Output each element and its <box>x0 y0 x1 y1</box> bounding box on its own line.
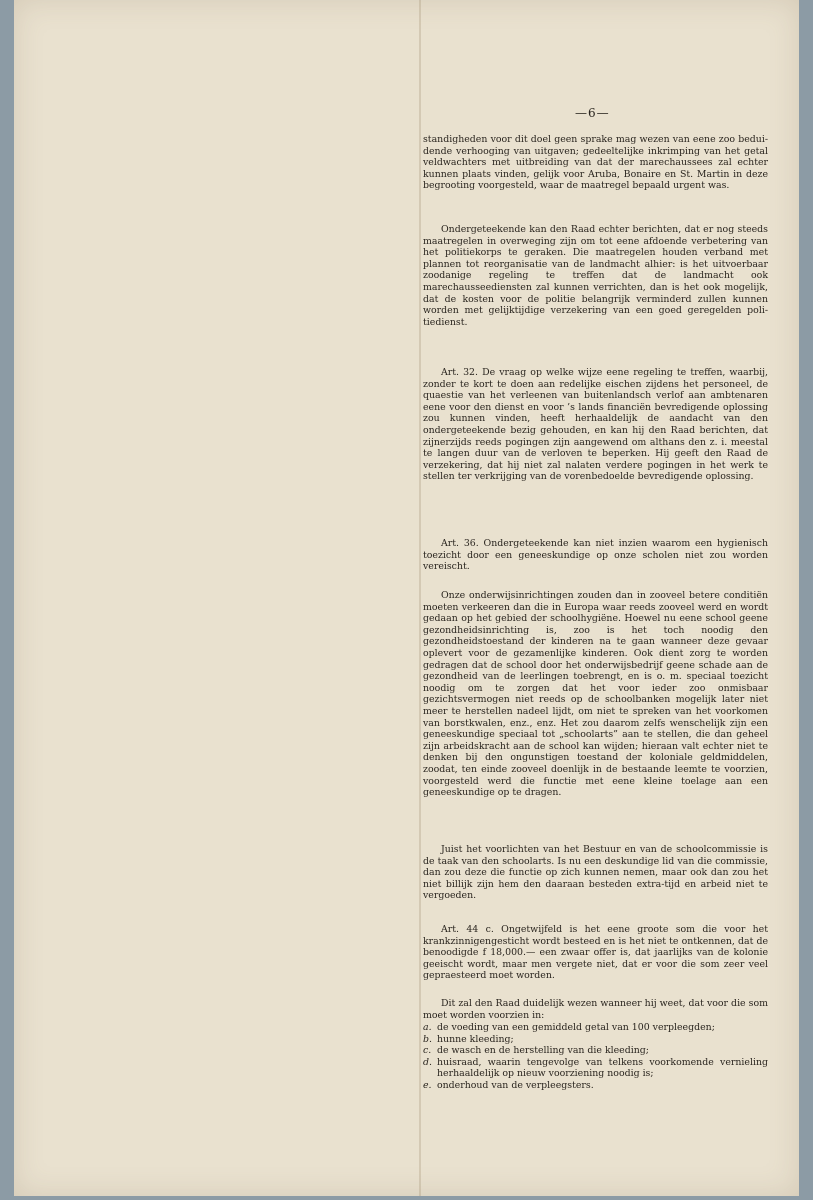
list-letter: b. <box>423 1033 432 1045</box>
list-item <box>423 1080 768 1092</box>
list-item <box>423 1057 768 1080</box>
list-item <box>423 1034 768 1046</box>
list-text: de voeding van een gemiddeld getal van 100 verpleegden; <box>437 1022 715 1033</box>
expense-list <box>423 1022 768 1092</box>
list-text: hunne kleeding; <box>437 1033 514 1045</box>
list-letter: a. <box>423 1022 432 1033</box>
list-text: onderhoud van de verpleegsters. <box>437 1079 594 1091</box>
paragraph-2: Ondergeteekende kan den Raad echter berichten, dat er nog steeds maatregelen in overweging zijn om tot eene afdoende verbetering van het politiekorps te geraken. Die maatregelen houden verband met plannen tot reorganisatie van de landmacht alhier: is het uitvoerbaar zoodanige regeling te treffen dat de landmacht ook marechausseediensten zal kunnen verrichten, dan is het ook mogelijk, dat de kosten voor de politie belangrijk verminderd zullen kunnen worden met gelijktijdige verzekering van een goed geregelden politiedienst. <box>423 224 768 328</box>
list-item <box>423 1022 768 1034</box>
paragraph-school-hygiene: Onze onderwijsinrichtingen zouden dan in zooveel betere conditiën moeten verkeeren dan die in Europa waar reeds zooveel werd en wordt gedaan op het gebied der schoolhygiëne. Hoewel nu eene school geene gezondheidsinrichting is, zoo is het toch noodig den gezondheidstoestand der kinderen na te gaan wanneer deze gevaar oplevert voor de gezamenlijke kinderen. Ook dient zorg te worden gedragen dat de school door het onderwijsbedrijf geene schade aan de gezondheid van de leerlingen toebrengt, en is o. m. speciaal toezicht noodig om te zorgen dat het voor ieder zoo onmisbaar gezichtsvermogen niet reeds op de schoolbanken mogelijk later niet meer te herstellen nadeel lijdt, om niet te spreken van het voorkomen van borstkwalen, enz., enz. Het zou daarom zelfs wenschelijk zijn een geneeskundige speciaal tot „schoolarts” aan te stellen, die dan geheel zijn arbeidskracht aan de school kan wijden; hieraan valt echter niet te denken bij den ongunstigen toestand der koloniale geldmiddelen, zoodat, ten einde zooveel doenlijk in de bestaande leemte te voorzien, voorgesteld werd die functie met eene kleine toelage aan een geneeskundige op te dragen. <box>423 590 768 799</box>
paragraph-art-36: Art. 36. Ondergeteekende kan niet inzien waarom een hygienisch toezicht door een geneeskundige op onze scholen niet zou worden vereischt. <box>423 538 768 573</box>
paragraph-list-intro: Dit zal den Raad duidelijk wezen wanneer hij weet, dat voor die som moet worden voorzien in: <box>423 998 768 1021</box>
list-text: huisraad, waarin tengevolge van telkens voorkomende vernieling herhaaldelijk op nieuw voorziening noodig is; <box>437 1056 768 1080</box>
paragraph-art-32: Art. 32. De vraag op welke wijze eene regeling te treffen, waarbij, zonder te kort te doen aan redelijke eischen zijdens het personeel, de quaestie van het verleenen van buitenlandsch verlof aan ambtenaren eene voor den dienst en voor ’s lands financiën bevredigende oplossing zou kunnen vinden, heeft herhaaldelijk de aandacht van den ondergeteekende bezig gehouden, en kan hij den Raad berichten, dat zijnerzijds reeds pogingen zijn aangewend om althans den z. i. meestal te langen duur van de verloven te beperken. Hij geeft den Raad de verzekering, dat hij niet zal nalaten verdere pogingen in het werk te stellen ter verkrijging van de vorenbedoelde bevredigende oplossing. <box>423 367 768 483</box>
page-fold <box>419 0 421 1196</box>
list-item <box>423 1045 768 1057</box>
paragraph-schoolarts: Juist het voorlichten van het Bestuur en van de schoolcommissie is de taak van den schoolarts. Is nu een deskundige lid van die commissie, dan zou deze die functie op zich kunnen nemen, maar ook dan zou het niet billijk zijn hem den daaraan besteden extra-tijd en arbeid niet te vergoeden. <box>423 844 768 902</box>
page-number: —6— <box>575 106 610 120</box>
paragraph-1: standigheden voor dit doel geen sprake mag wezen van eene zoo beduidende verhooging van uitgaven; gedeeltelijke inkrimping van het getal veldwachters met uitbreiding van dat der marechaussees zal echter kunnen plaats vinden, gelijk voor Aruba, Bonaire en St. Martin in deze begrooting voorgesteld, waar de maatregel bepaald urgent was. <box>423 134 768 192</box>
list-letter: d. <box>423 1056 432 1068</box>
list-letter: c. <box>423 1045 432 1057</box>
list-letter: e. <box>423 1079 432 1091</box>
paragraph-art-44c: Art. 44 c. Ongetwijfeld is het eene groote som die voor het krankzinnigengesticht wordt besteed en is het niet te ontkennen, dat de benoodigde f 18,000.— een zwaar offer is, dat jaarlijks van de kolonie geeischt wordt, maar men vergete niet, dat er voor die som zeer veel gepraesteerd moet worden. <box>423 924 768 982</box>
list-text: de wasch en de herstelling van die kleeding; <box>437 1045 649 1057</box>
